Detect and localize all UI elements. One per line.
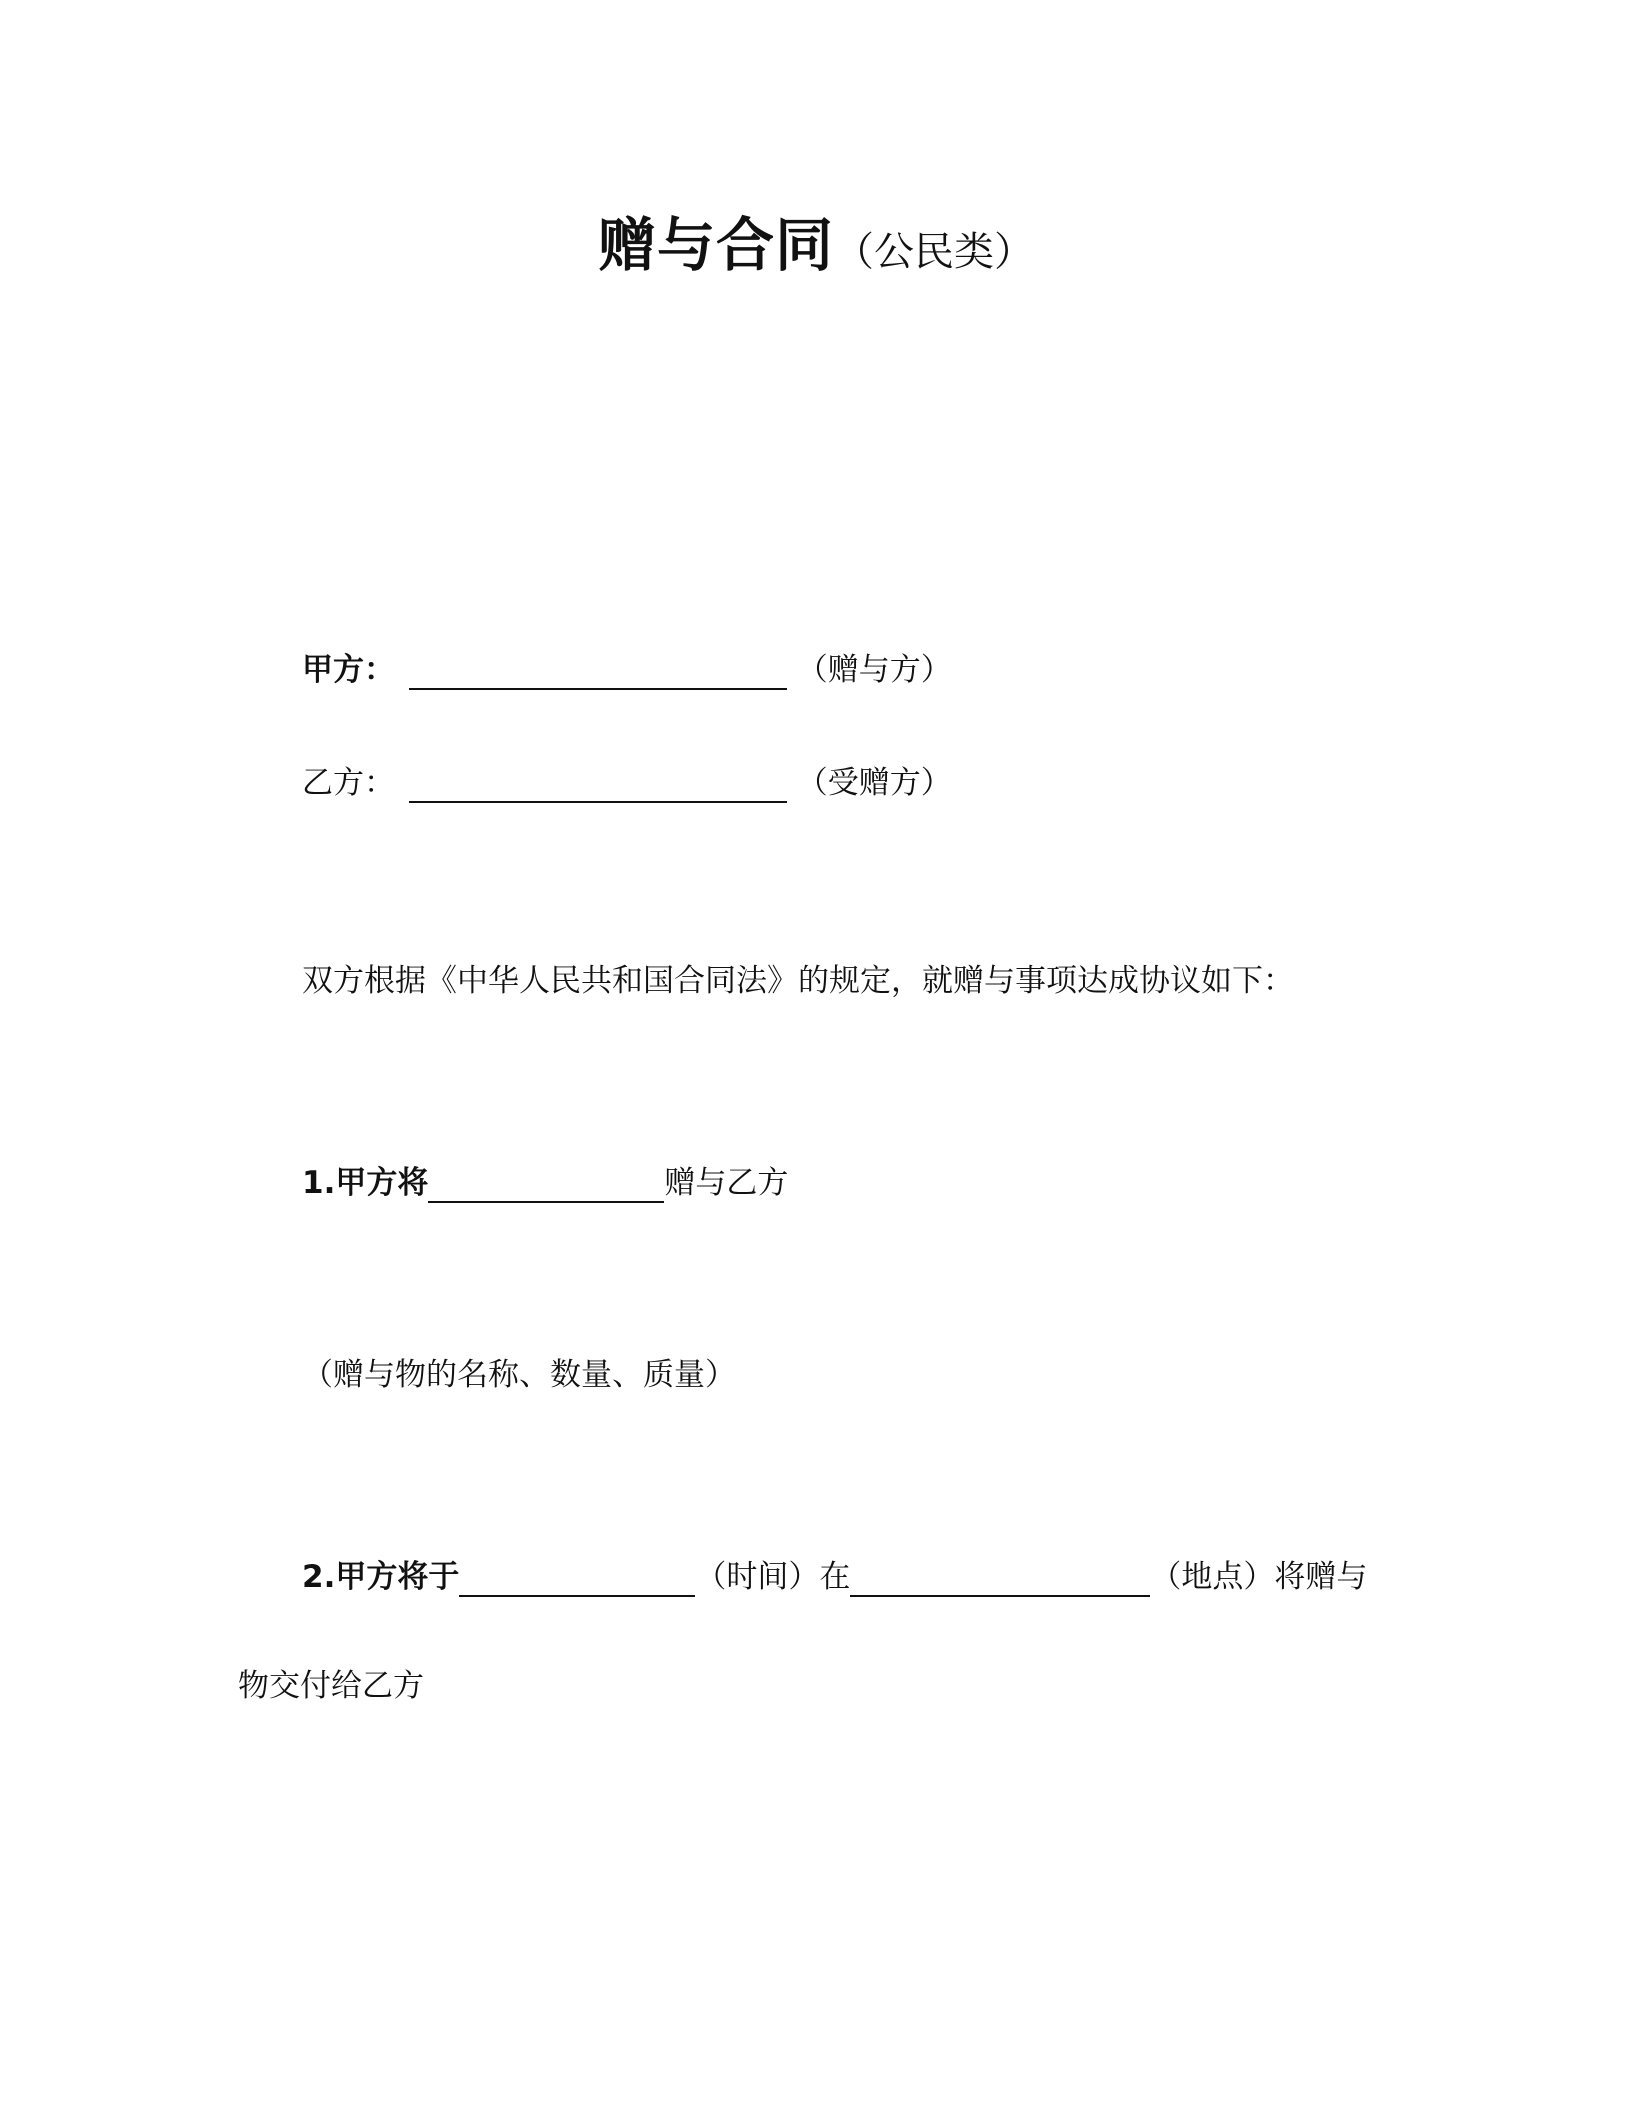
clause-2-prefix: 2.甲方将于 <box>302 1559 460 1595</box>
clause-2-place-blank <box>850 1559 1150 1597</box>
party-a-role: （赠与方） <box>796 652 952 688</box>
clause-1 <box>302 1163 788 1203</box>
clause-2-time-blank <box>459 1559 695 1597</box>
title-subtitle: （公民类） <box>834 229 1034 275</box>
party-b-line <box>302 763 952 803</box>
party-a-label: 甲方： <box>302 652 395 688</box>
page-title <box>0 198 1632 282</box>
clause-1-suffix: 赠与乙方 <box>664 1165 789 1201</box>
title-main: 赠与合同 <box>597 211 834 279</box>
preamble: 双方根据《中华人民共和国合同法》的规定，就赠与事项达成协议如下： <box>302 963 1294 999</box>
party-b-label: 乙方： <box>302 765 395 801</box>
clause-2 <box>302 1557 1367 1597</box>
party-a-line <box>302 650 952 690</box>
party-b-role: （受赠方） <box>796 765 952 801</box>
clause-1-note: （赠与物的名称、数量、质量） <box>302 1357 736 1393</box>
clause-2-time: （时间）在 <box>695 1559 851 1595</box>
party-a-blank <box>409 652 787 690</box>
clause-1-prefix: 1.甲方将 <box>302 1165 429 1201</box>
clause-1-blank <box>428 1165 664 1203</box>
party-b-blank <box>409 765 787 803</box>
clause-2-place: （地点）将赠与 <box>1150 1559 1368 1595</box>
clause-2-continuation: 物交付给乙方 <box>238 1668 424 1704</box>
